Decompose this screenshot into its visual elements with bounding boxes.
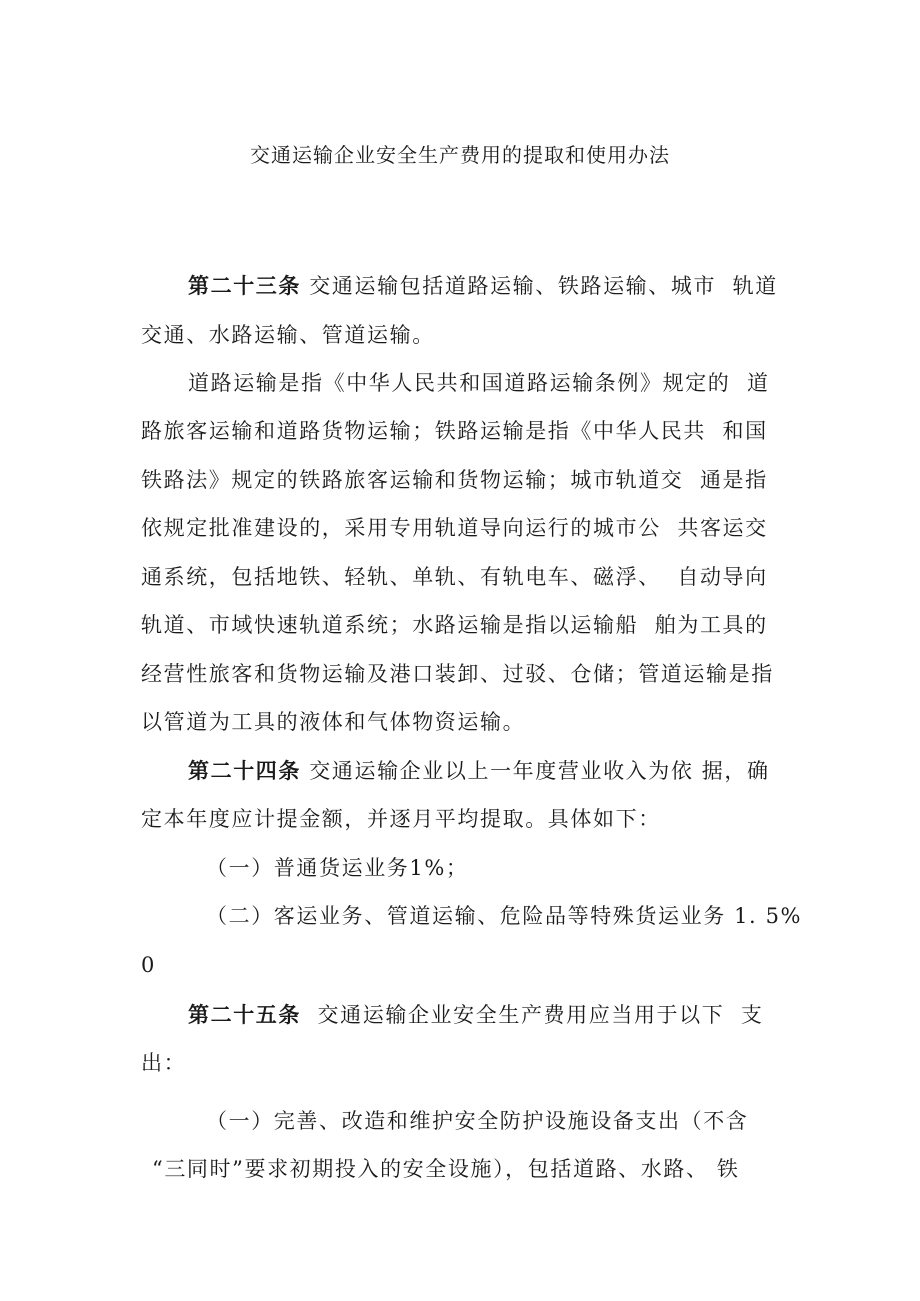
article-24-heading: 第二十四条 (188, 759, 301, 783)
article-23-text-1: 交通运输包括道路运输、铁路运输、城市 轨道 (301, 274, 778, 298)
article-25-line-1 (188, 1000, 833, 1030)
para-23b-line-6: 轨道、市域快速轨道系统；水路运输是指以运输船 舶为工具的 (141, 613, 768, 637)
para-23b-line-3: 铁路法》规定的铁路旅客运输和货物运输；城市轨道交 通是指 (141, 468, 768, 492)
article-25-text-1: 交通运输企业安全生产费用应当用于以下 支 (301, 1003, 764, 1027)
article-25-item-1-line-1: （一）完善、改造和维护安全防护设施设备支出（不含 (206, 1109, 749, 1133)
article-25-item-1-line-2: “三同时”要求初期投入的安全设施），包括道路、水路、 铁 (152, 1157, 740, 1181)
article-24-item-2: （二）客运业务、管道运输、危险品等特殊货运业务 1. 5% (206, 904, 803, 928)
article-24-line-1 (188, 756, 833, 786)
para-23b-line-5: 通系统，包括地铁、轻轨、单轨、有轨电车、磁浮、 自动导向 (141, 565, 768, 589)
article-23-line-1 (188, 271, 833, 301)
para-23b-line-2: 路旅客运输和道路货物运输；铁路运输是指《中华人民共 和国 (141, 419, 768, 443)
para-23b-line-8: 以管道为工具的液体和气体物资运输。 (141, 710, 526, 734)
article-24-item-1: （一）普通货运业务1%； (206, 856, 469, 880)
article-24-line-2: 定本年度应计提金额，并逐月平均提取。具体如下： (141, 807, 661, 831)
article-23-heading: 第二十三条 (188, 274, 301, 298)
article-25-heading: 第二十五条 (188, 1003, 301, 1027)
article-25-line-2: 出： (141, 1051, 187, 1075)
para-23b-line-7: 经营性旅客和货物运输及港口装卸、过驳、仓储；管道运输是指 (141, 662, 774, 686)
article-24-text-1: 交通运输企业以上一年度营业收入为依 据，确 (301, 759, 770, 783)
document-title: 交通运输企业安全生产费用的提取和使用办法 (250, 143, 670, 167)
article-24-item-2-cont: 0 (141, 953, 156, 977)
para-23b-line-4: 依规定批准建设的，采用专用轨道导向运行的城市公 共客运交 (141, 516, 768, 540)
article-23-line-2: 交通、水路运输、管道运输。 (141, 323, 435, 347)
para-23b-line-1: 道路运输是指《中华人民共和国道路运输条例》规定的 道 (188, 371, 770, 395)
